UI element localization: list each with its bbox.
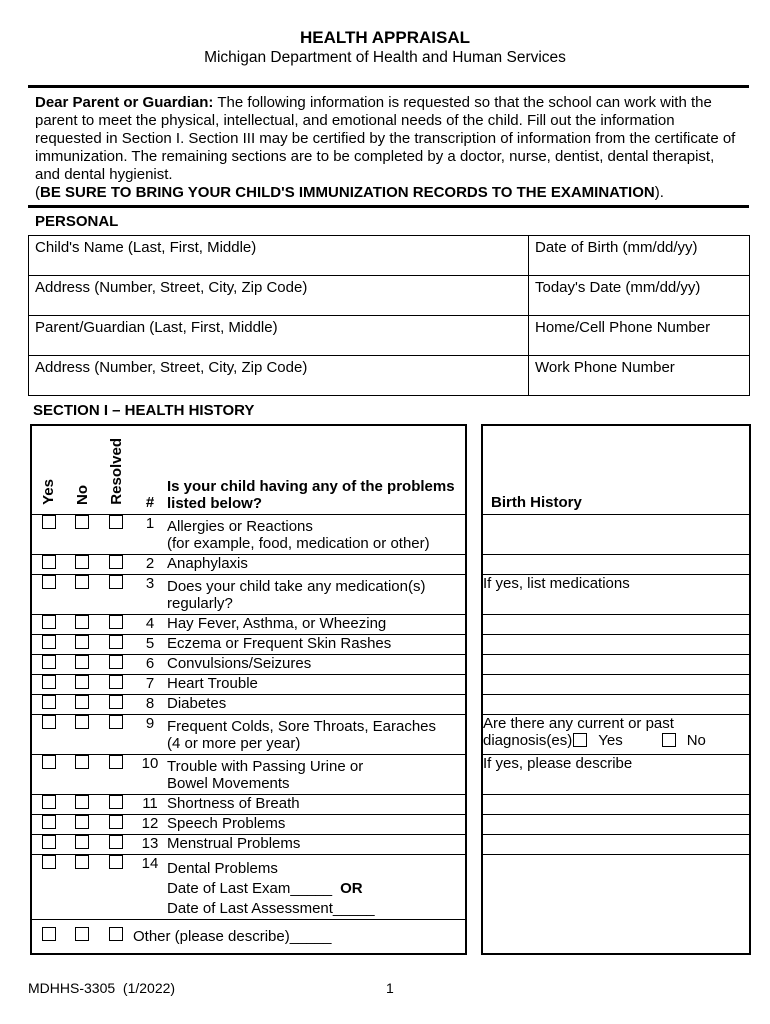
question-text: listed below?: [167, 494, 263, 512]
yes-checkbox[interactable]: [42, 575, 56, 589]
parent-address-field[interactable]: [29, 356, 529, 396]
birth-history-note: If yes, please describe: [483, 754, 633, 772]
resolved-checkbox[interactable]: [109, 755, 123, 769]
no-checkbox[interactable]: [75, 815, 89, 829]
no-checkbox[interactable]: [75, 695, 89, 709]
condition-text: Menstrual Problems: [167, 834, 301, 852]
no-cell: [65, 854, 99, 919]
resolved-checkbox[interactable]: [109, 515, 123, 529]
child-name-label: Child's Name (Last, First, Middle): [35, 239, 257, 256]
diagnosis-yes-label: Yes: [598, 731, 623, 749]
row-number: 10: [133, 754, 167, 794]
no-cell: [65, 694, 99, 714]
condition-cell: [167, 834, 466, 854]
box-gap: [466, 674, 482, 694]
condition-text: Convulsions/Seizures: [167, 654, 312, 672]
row-number: 12: [133, 814, 167, 834]
no-cell: [65, 794, 99, 814]
parent-address-label: Address (Number, Street, City, Zip Code): [35, 359, 308, 376]
yes-cell: [31, 694, 65, 714]
row-number: 11: [133, 794, 167, 814]
no-cell: [65, 754, 99, 794]
history-row-2: [31, 554, 750, 574]
row-number: 3: [133, 574, 167, 614]
other-describe: Other (please describe)_____: [133, 919, 466, 954]
no-checkbox[interactable]: [75, 655, 89, 669]
yes-checkbox[interactable]: [42, 795, 56, 809]
resolved-cell: [99, 514, 133, 554]
history-row-5: [31, 634, 750, 654]
diagnosis-answer-line: [483, 732, 749, 749]
notice-text: BE SURE TO BRING YOUR CHILD'S IMMUNIZATION RECORDS TO THE EXAMINATION: [40, 184, 655, 201]
no-cell: [65, 634, 99, 654]
resolved-cell: [99, 754, 133, 794]
condition-text: Allergies or Reactions: [167, 517, 313, 535]
box-gap: [466, 654, 482, 674]
condition-cell: [167, 694, 466, 714]
intro-text: The following information is requested so that the school can work with the: [217, 94, 712, 111]
yes-cell: [31, 614, 65, 634]
no-checkbox[interactable]: [75, 635, 89, 649]
home-cell-phone-label: Home/Cell Phone Number: [535, 319, 711, 336]
condition-text: [167, 879, 465, 899]
todays-date-field[interactable]: [529, 276, 750, 316]
intro-line: [35, 94, 735, 112]
yes-checkbox[interactable]: [42, 835, 56, 849]
yes-cell: [31, 754, 65, 794]
box-gap: [466, 754, 482, 794]
intro-line: immunization. The remaining sections are to be completed by a doctor, nurse, dentist, dental therapist,: [35, 148, 715, 165]
condition-cell: [167, 754, 466, 794]
row-number: 2: [133, 554, 167, 574]
condition-cell: [167, 814, 466, 834]
yes-cell: [31, 794, 65, 814]
condition-text: Frequent Colds, Sore Throats, Earaches: [167, 717, 437, 735]
yes-checkbox[interactable]: [42, 855, 56, 869]
no-cell: [65, 614, 99, 634]
resolved-column-label: Resolved: [107, 437, 125, 505]
box-gap: [466, 514, 482, 554]
resolved-checkbox[interactable]: [109, 575, 123, 589]
todays-date-label: Today's Date (mm/dd/yy): [535, 279, 701, 296]
yes-checkbox[interactable]: [42, 675, 56, 689]
condition-text: (for example, food, medication or other): [167, 534, 430, 552]
birth-history-cell[interactable]: [482, 634, 750, 654]
condition-text: Heart Trouble: [167, 674, 258, 692]
condition-text: Trouble with Passing Urine or: [167, 757, 364, 775]
row-number: 8: [133, 694, 167, 714]
work-phone-label: Work Phone Number: [535, 359, 675, 376]
box-gap: [466, 614, 482, 634]
condition-text: (4 or more per year): [167, 734, 301, 752]
birth-history-cell[interactable]: [482, 854, 750, 919]
no-checkbox[interactable]: [75, 555, 89, 569]
resolved-cell: [99, 854, 133, 919]
condition-text: regularly?: [167, 594, 233, 612]
condition-text-part: Date of Last Exam_____: [167, 879, 333, 897]
birth-history-cell[interactable]: [482, 794, 750, 814]
no-checkbox[interactable]: [75, 675, 89, 689]
personal-heading: PERSONAL: [35, 213, 119, 230]
history-row-3: [31, 574, 750, 614]
diagnosis-no-checkbox[interactable]: [662, 733, 676, 747]
resolved-cell: [99, 714, 133, 754]
personal-info-table: [28, 235, 750, 396]
question-text: Is your child having any of the problems: [167, 477, 455, 495]
yes-cell: [31, 574, 65, 614]
condition-cell: [167, 554, 466, 574]
row-number: 4: [133, 614, 167, 634]
diagnosis-question: Are there any current or past: [483, 714, 674, 732]
box-gap: [466, 634, 482, 654]
question-header: [167, 425, 466, 514]
condition-cell: [167, 634, 466, 654]
parent-guardian-field[interactable]: [29, 316, 529, 356]
condition-text: Anaphylaxis: [167, 554, 248, 572]
condition-cell: [167, 794, 466, 814]
no-cell: [65, 919, 99, 954]
birth-history-cell[interactable]: [482, 674, 750, 694]
resolved-checkbox[interactable]: [109, 855, 123, 869]
birth-history-cell[interactable]: [482, 754, 750, 794]
history-row-13: [31, 834, 750, 854]
birth-history-cell[interactable]: [482, 574, 750, 614]
resolved-checkbox[interactable]: [109, 715, 123, 729]
birth-history-cell[interactable]: [482, 694, 750, 714]
yes-cell: [31, 714, 65, 754]
yes-checkbox[interactable]: [42, 615, 56, 629]
child-name-field[interactable]: [29, 236, 529, 276]
yes-cell: [31, 854, 65, 919]
yes-cell: [31, 634, 65, 654]
condition-text: Bowel Movements: [167, 774, 290, 792]
condition-text: Eczema or Frequent Skin Rashes: [167, 634, 392, 652]
personal-row: [29, 236, 750, 276]
row-number: 5: [133, 634, 167, 654]
resolved-cell: [99, 814, 133, 834]
personal-row: [29, 356, 750, 396]
birth-history-header: Birth History: [482, 425, 750, 514]
resolved-cell: [99, 919, 133, 954]
intro-notice: [35, 184, 735, 202]
intro-line: requested in Section I. Section III may be certified by the transcription of information from the certificate of: [35, 130, 736, 147]
no-cell: [65, 714, 99, 754]
number-column-header: #: [133, 425, 167, 514]
date-of-birth-field[interactable]: [529, 236, 750, 276]
no-checkbox[interactable]: [75, 755, 89, 769]
yes-checkbox[interactable]: [42, 655, 56, 669]
yes-cell: [31, 834, 65, 854]
intro-paragraph: [35, 94, 735, 202]
intro-salutation: Dear Parent or Guardian:: [35, 94, 214, 111]
health-history-table: [30, 424, 751, 955]
intro-line: and dental hygienist.: [35, 166, 173, 183]
personal-row: [29, 316, 750, 356]
form-title: HEALTH APPRAISAL: [300, 28, 470, 47]
history-row-other: [31, 919, 750, 954]
history-row-4: [31, 614, 750, 634]
yes-checkbox[interactable]: [42, 635, 56, 649]
row-number: 14: [133, 854, 167, 919]
resolved-cell: [99, 634, 133, 654]
condition-cell: [167, 714, 466, 754]
no-checkbox[interactable]: [75, 795, 89, 809]
history-row-11: [31, 794, 750, 814]
yes-column-label: Yes: [40, 478, 57, 505]
no-cell: [65, 514, 99, 554]
history-row-6: [31, 654, 750, 674]
resolved-cell: [99, 654, 133, 674]
condition-cell: [167, 614, 466, 634]
resolved-checkbox[interactable]: [109, 795, 123, 809]
resolved-checkbox[interactable]: [109, 635, 123, 649]
resolved-checkbox[interactable]: [109, 815, 123, 829]
box-gap: [466, 814, 482, 834]
birth-history-cell[interactable]: [482, 554, 750, 574]
history-row-8: [31, 694, 750, 714]
box-gap: [466, 714, 482, 754]
history-row-14: [31, 854, 750, 919]
condition-text: Hay Fever, Asthma, or Wheezing: [167, 614, 387, 632]
resolved-checkbox[interactable]: [109, 927, 123, 941]
no-cell: [65, 814, 99, 834]
yes-checkbox[interactable]: [42, 715, 56, 729]
no-checkbox[interactable]: [75, 615, 89, 629]
date-of-birth-label: Date of Birth (mm/dd/yy): [535, 239, 698, 256]
history-row-10: [31, 754, 750, 794]
intro-divider: [28, 205, 749, 208]
history-row-12: [31, 814, 750, 834]
resolved-checkbox[interactable]: [109, 655, 123, 669]
row-number: 6: [133, 654, 167, 674]
condition-text: Date of Last Assessment_____: [167, 899, 375, 917]
box-gap: [466, 425, 482, 514]
diagnosis-question: diagnosis(es): [483, 731, 573, 749]
personal-row: [29, 276, 750, 316]
resolved-cell: [99, 614, 133, 634]
birth-history-cell[interactable]: [482, 654, 750, 674]
notice-close: ).: [654, 184, 664, 201]
parent-guardian-label: Parent/Guardian (Last, First, Middle): [35, 319, 278, 336]
diagnosis-no-label: No: [686, 731, 706, 749]
box-gap: [466, 854, 482, 919]
no-cell: [65, 654, 99, 674]
history-header-row: [31, 425, 750, 514]
yes-column-header: [31, 425, 65, 514]
form-subtitle: Michigan Department of Health and Human Services: [204, 49, 566, 66]
no-checkbox[interactable]: [75, 835, 89, 849]
birth-history-cell[interactable]: [482, 714, 750, 754]
or-label: OR: [340, 879, 363, 897]
form-number: MDHHS-3305 (1/2022): [28, 980, 176, 996]
resolved-cell: [99, 674, 133, 694]
yes-cell: [31, 554, 65, 574]
condition-text: Speech Problems: [167, 814, 286, 832]
no-checkbox[interactable]: [75, 575, 89, 589]
no-column-label: No: [73, 484, 91, 505]
box-gap: [466, 794, 482, 814]
condition-cell: [167, 514, 466, 554]
yes-cell: [31, 674, 65, 694]
no-cell: [65, 574, 99, 614]
condition-text: Does your child take any medication(s): [167, 577, 426, 595]
no-checkbox[interactable]: [75, 927, 89, 941]
history-row-9: [31, 714, 750, 754]
yes-checkbox[interactable]: [42, 755, 56, 769]
no-column-header: [65, 425, 99, 514]
birth-history-cell[interactable]: [482, 834, 750, 854]
yes-cell: [31, 814, 65, 834]
no-checkbox[interactable]: [75, 515, 89, 529]
home-cell-phone-field[interactable]: [529, 316, 750, 356]
birth-history-cell[interactable]: [482, 814, 750, 834]
box-gap: [466, 919, 482, 954]
resolved-cell: [99, 834, 133, 854]
condition-cell: [167, 854, 466, 919]
resolved-cell: [99, 574, 133, 614]
yes-checkbox[interactable]: [42, 815, 56, 829]
no-checkbox[interactable]: [75, 715, 89, 729]
no-checkbox[interactable]: [75, 855, 89, 869]
page-number: 1: [386, 980, 394, 996]
box-gap: [466, 834, 482, 854]
resolved-cell: [99, 694, 133, 714]
yes-checkbox[interactable]: [42, 695, 56, 709]
row-number: 7: [133, 674, 167, 694]
birth-history-cell[interactable]: [482, 614, 750, 634]
birth-history-cell[interactable]: [482, 919, 750, 954]
resolved-checkbox[interactable]: [109, 675, 123, 689]
no-cell: [65, 834, 99, 854]
yes-checkbox[interactable]: [42, 927, 56, 941]
resolved-cell: [99, 794, 133, 814]
yes-cell: [31, 919, 65, 954]
box-gap: [466, 574, 482, 614]
yes-cell: [31, 654, 65, 674]
resolved-checkbox[interactable]: [109, 555, 123, 569]
yes-cell: [31, 514, 65, 554]
resolved-checkbox[interactable]: [109, 835, 123, 849]
resolved-checkbox[interactable]: [109, 615, 123, 629]
history-row-1: [31, 514, 750, 554]
intro-line: parent to meet the physical, intellectual, and emotional needs of the child. Fill out the information: [35, 112, 675, 129]
no-cell: [65, 674, 99, 694]
condition-cell: [167, 574, 466, 614]
condition-cell: [167, 654, 466, 674]
box-gap: [466, 554, 482, 574]
condition-text: Dental Problems: [167, 859, 278, 877]
row-number: 9: [133, 714, 167, 754]
condition-cell: [167, 674, 466, 694]
resolved-checkbox[interactable]: [109, 695, 123, 709]
health-history-heading: SECTION I – HEALTH HISTORY: [33, 402, 255, 419]
resolved-cell: [99, 554, 133, 574]
resolved-column-header: [99, 425, 133, 514]
history-row-7: [31, 674, 750, 694]
row-number: 1: [133, 514, 167, 554]
top-divider: [28, 85, 749, 88]
no-cell: [65, 554, 99, 574]
birth-history-cell[interactable]: [482, 514, 750, 554]
child-address-field[interactable]: [29, 276, 529, 316]
condition-text: Shortness of Breath: [167, 794, 300, 812]
box-gap: [466, 694, 482, 714]
birth-history-note: If yes, list medications: [483, 574, 630, 592]
work-phone-field[interactable]: [529, 356, 750, 396]
notice-open: (: [35, 184, 40, 201]
yes-checkbox[interactable]: [42, 555, 56, 569]
diagnosis-yes-checkbox[interactable]: [573, 733, 587, 747]
yes-checkbox[interactable]: [42, 515, 56, 529]
row-number: 13: [133, 834, 167, 854]
condition-text: Diabetes: [167, 694, 227, 712]
child-address-label: Address (Number, Street, City, Zip Code): [35, 279, 308, 296]
